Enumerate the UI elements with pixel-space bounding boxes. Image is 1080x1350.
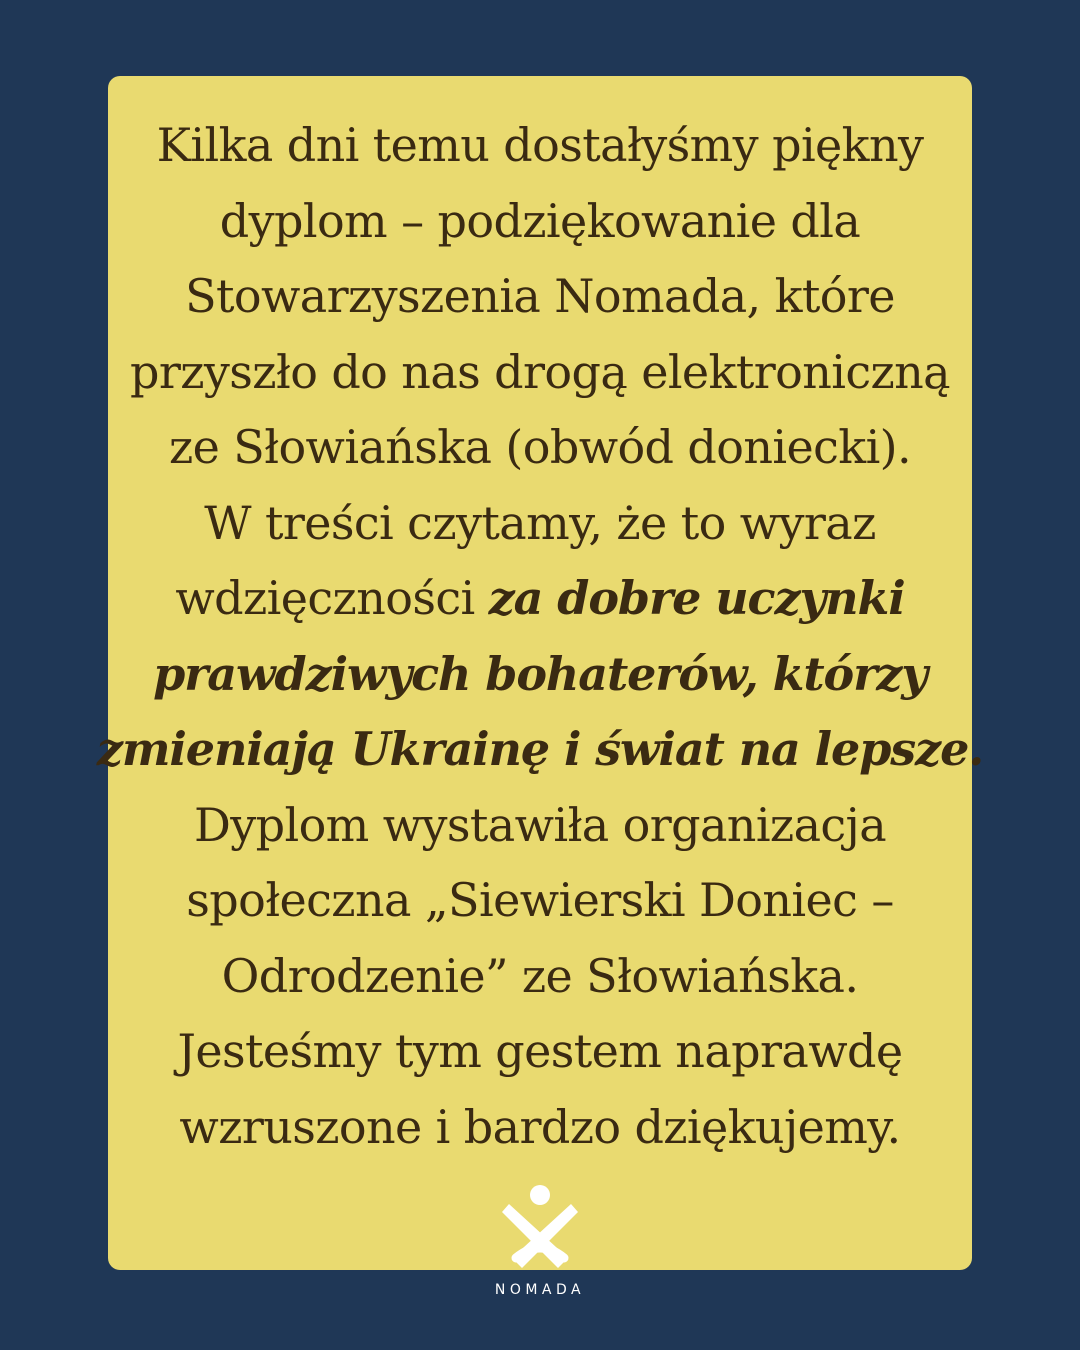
text-line: ze Słowiańska (obwód doniecki). (168, 420, 912, 474)
nomada-figure-icon (500, 1184, 580, 1274)
text-line: przyszło do nas drogą elektroniczną (130, 344, 950, 399)
text-regular-part: wdzięczności (175, 571, 489, 625)
text-line: Stowarzyszenia Nomada, które (185, 269, 895, 323)
text-line: Odrodzenie” ze Słowiańska. (221, 948, 859, 1003)
text-line-mixed (0, 561, 1080, 637)
text-line: dyplom – podziękowanie dla (219, 193, 861, 248)
text-line: wzruszone i bardzo dziękujemy. (179, 1099, 901, 1154)
text-bold-part: za dobre uczynki (488, 571, 905, 625)
text-line: Jesteśmy tym gestem naprawdę (177, 1024, 903, 1078)
text-line: W treści czytamy, że to wyraz (204, 495, 876, 550)
brand-name: NOMADA (494, 1282, 586, 1298)
text-line-bold: zmieniają Ukrainę i świat na lepsze. (96, 722, 984, 776)
text-line: Kilka dni temu dostałyśmy piękny (156, 118, 924, 172)
post-text (0, 108, 1080, 1165)
text-line: społeczna „Siewierski Doniec – (186, 873, 894, 927)
text-line: Dyplom wystawiła organizacja (193, 797, 887, 852)
text-line-bold: prawdziwych bohaterów, którzy (153, 646, 927, 701)
